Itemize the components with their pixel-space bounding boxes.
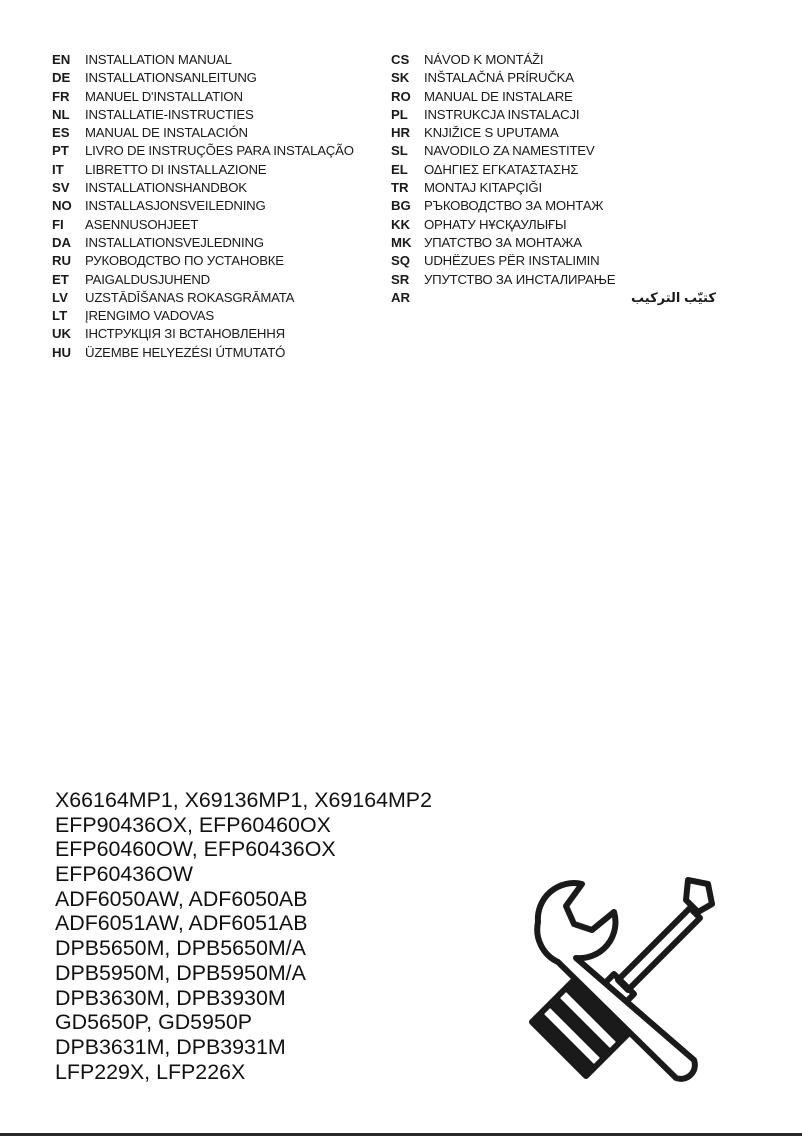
language-code: SR [391, 271, 410, 287]
language-row-fr [52, 88, 354, 106]
language-title: УПУТСТВО ЗА ИНСТАЛИРАЊЕ [424, 271, 616, 287]
language-title: ІНСТРУКЦІЯ ЗІ ВСТАНОВЛЕННЯ [85, 326, 285, 342]
language-row-ro [391, 88, 615, 106]
language-list-left [52, 51, 354, 362]
language-row-hr [391, 124, 615, 142]
language-title: РУКОВОДСТВО ПО УСТАНОВКЕ [85, 253, 284, 269]
model-line: DPB3630M, DPB3930M [55, 985, 286, 1010]
model-line: LFP229X, LFP226X [55, 1059, 246, 1084]
language-title: РЪКОВОДСТВО ЗА МОНТАЖ [424, 198, 604, 214]
language-row-it [52, 161, 354, 179]
language-row-kk [391, 216, 615, 234]
language-row-lv [52, 289, 354, 307]
language-title: NAVODILO ZA NAMESTITEV [424, 143, 595, 159]
language-title: ΟΔΗΓΙΕΣ ΕΓΚΑΤΑΣΤΑΣΗΣ [424, 161, 579, 177]
language-row-nl [52, 106, 354, 124]
language-code: FR [52, 88, 70, 104]
model-line: DPB3631M, DPB3931M [55, 1034, 286, 1059]
language-title: INSTALLATIONSVEJLEDNING [85, 234, 264, 250]
language-title: INSTALLASJONSVEILEDNING [85, 198, 266, 214]
language-code: DE [52, 70, 71, 86]
language-code: MK [391, 234, 412, 250]
language-title: PAIGALDUSJUHEND [85, 271, 210, 287]
model-line: EFP90436OX, EFP60460OX [55, 812, 331, 837]
language-row-et [52, 271, 354, 289]
language-row-da [52, 234, 354, 252]
language-code: SK [391, 70, 410, 86]
language-row-mk [391, 234, 615, 252]
language-code: FI [52, 216, 64, 232]
language-row-sv [52, 179, 354, 197]
language-row-fi [52, 216, 354, 234]
language-code: KK [391, 216, 411, 232]
language-code: AR [391, 289, 411, 305]
language-row-cs [391, 51, 615, 69]
model-line: EFP60460OW, EFP60436OX [55, 837, 336, 862]
language-row-de [52, 69, 354, 87]
language-code: EL [391, 161, 408, 177]
language-row-tr [391, 179, 615, 197]
language-row-ru [52, 252, 354, 270]
wrench-and-screwdriver-icon [518, 870, 738, 1090]
model-line: GD5650P, GD5950P [55, 1010, 253, 1035]
language-title: كتيّب التركيب [631, 289, 716, 305]
model-line: X66164MP1, X69136MP1, X69164MP2 [55, 788, 432, 812]
language-title: ОРНАТУ НҰСҚАУЛЫҒЫ [424, 216, 567, 232]
language-title: INSTALLATIE-INSTRUCTIES [85, 106, 254, 122]
language-title: INSTALLATIONSANLEITUNG [85, 70, 257, 86]
language-row-uk [52, 325, 354, 343]
language-code: DA [52, 234, 72, 250]
language-title: ASENNUSOHJEET [85, 216, 199, 232]
language-code: RO [391, 88, 411, 104]
language-title: KNJIŽICE S UPUTAMA [424, 125, 559, 141]
language-title: MONTAJ KITAPÇIĞI [424, 180, 542, 196]
language-row-pl [391, 106, 615, 124]
language-title: INSTRUKCJA INSTALACJI [424, 106, 580, 122]
language-code: HU [52, 344, 72, 360]
language-code: LV [52, 289, 68, 305]
language-row-es [52, 124, 354, 142]
language-title: LIBRETTO DI INSTALLAZIONE [85, 161, 267, 177]
language-row-sk [391, 69, 615, 87]
language-code: UK [52, 326, 72, 342]
language-code: ET [52, 271, 69, 287]
language-code: PL [391, 106, 408, 122]
language-code: ES [52, 125, 70, 141]
model-line: DPB5650M, DPB5650M/A [55, 936, 306, 961]
language-row-en [52, 51, 354, 69]
language-row-ar [391, 289, 716, 307]
language-title: ÜZEMBE HELYEZÉSI ÚTMUTATÓ [85, 344, 286, 360]
language-code: TR [391, 180, 409, 196]
language-code: NO [52, 198, 72, 214]
language-code: PT [52, 143, 69, 159]
language-code: IT [52, 161, 64, 177]
language-code: SL [391, 143, 408, 159]
language-title: NÁVOD K MONTÁŽI [424, 52, 544, 67]
language-code: SQ [391, 253, 411, 269]
language-title: MANUAL DE INSTALACIÓN [85, 125, 248, 141]
language-title: UZSTĀDĪŠANAS ROKASGRĀMATA [85, 289, 295, 305]
language-row-lt [52, 307, 354, 325]
language-row-no [52, 197, 354, 215]
language-code: RU [52, 253, 72, 269]
language-list-right [391, 51, 716, 307]
language-row-el [391, 161, 615, 179]
language-code: HR [391, 125, 411, 141]
language-code: BG [391, 198, 411, 214]
model-list [55, 788, 432, 1084]
language-title: MANUEL D'INSTALLATION [85, 88, 243, 104]
language-title: LIVRO DE INSTRUÇÕES PARA INSTALAÇÃO [85, 143, 354, 159]
language-title: UDHËZUES PËR INSTALIMIN [424, 253, 600, 269]
language-row-pt [52, 142, 354, 160]
language-code: EN [52, 52, 71, 67]
language-row-hu [52, 344, 354, 362]
language-code: NL [52, 106, 70, 122]
model-line: ADF6050AW, ADF6050AB [55, 886, 308, 911]
model-line: EFP60436OW [55, 862, 193, 887]
language-title: УПАТСТВО ЗА МОНТАЖА [424, 234, 582, 250]
language-code: SV [52, 180, 70, 196]
language-code: LT [52, 308, 68, 324]
model-line: DPB5950M, DPB5950M/A [55, 960, 306, 985]
model-line: ADF6051AW, ADF6051AB [55, 911, 308, 936]
language-row-bg [391, 197, 615, 215]
language-title: INSTALLATION MANUAL [85, 52, 232, 67]
language-row-sq [391, 252, 615, 270]
language-code: CS [391, 52, 410, 67]
language-title: INSTALLATIONSHANDBOK [85, 180, 247, 196]
language-row-sr [391, 271, 615, 289]
language-row-sl [391, 142, 615, 160]
language-title: ĮRENGIMO VADOVAS [85, 308, 214, 324]
language-title: MANUAL DE INSTALARE [424, 88, 573, 104]
language-title: INŠTALAČNÁ PRÍRUČKA [424, 70, 574, 86]
